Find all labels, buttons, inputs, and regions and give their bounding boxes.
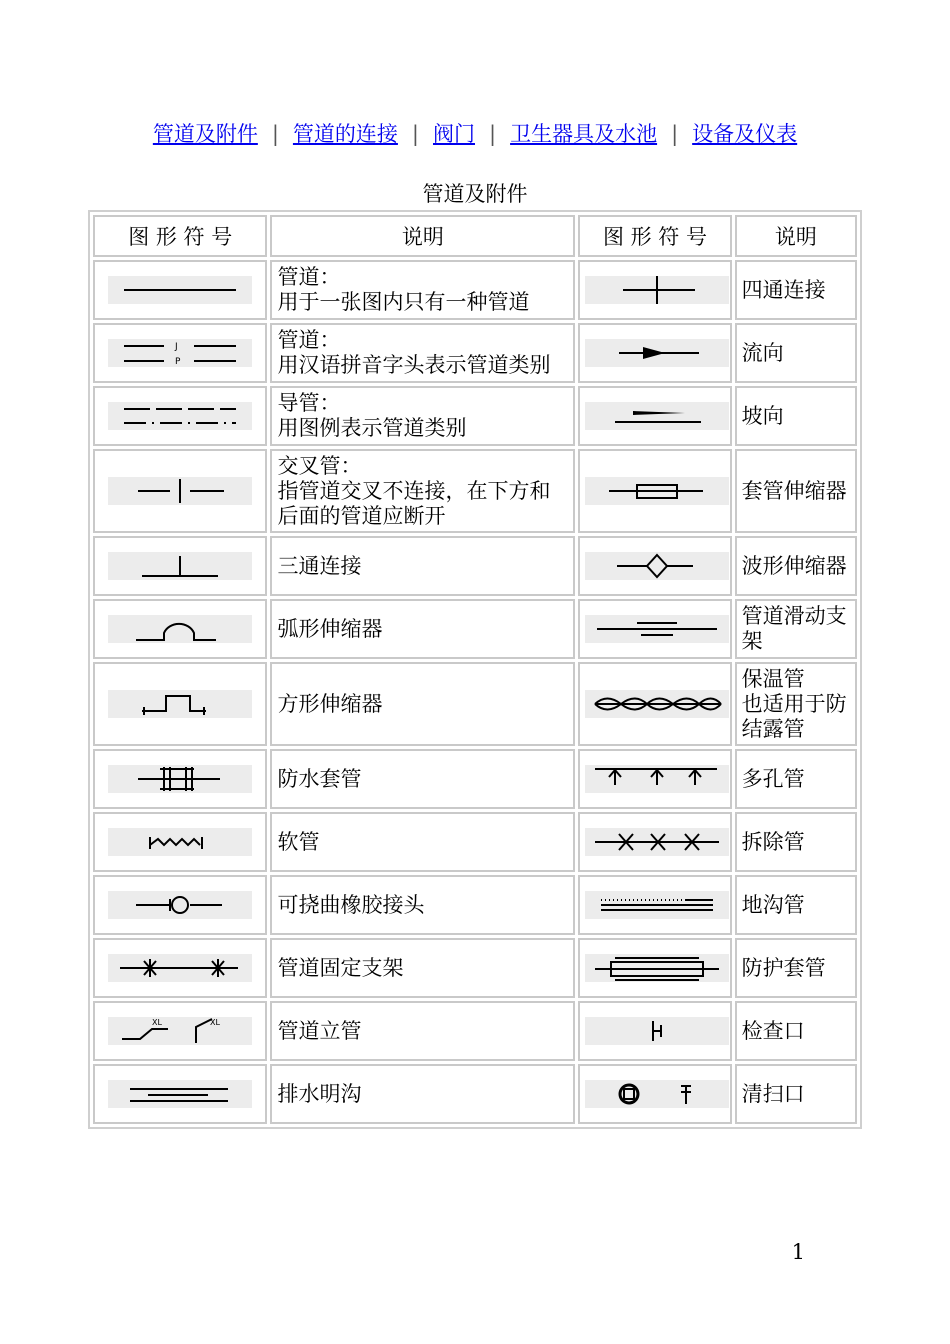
table-row [93, 599, 857, 659]
nav-link-pipes[interactable]: 管道及附件 [152, 122, 258, 146]
symbol-cell [578, 812, 731, 872]
table-row [93, 1001, 857, 1061]
description-line: 交叉管： [277, 453, 362, 478]
symbol-cell [93, 749, 267, 809]
description-right [735, 536, 857, 596]
description-line: 多孔管 [741, 766, 805, 791]
section-nav [130, 122, 820, 147]
nav-link-valves[interactable]: 阀门 [433, 122, 475, 146]
rubber-joint-icon [108, 891, 252, 919]
description-right [735, 662, 857, 746]
symbol-cell [93, 386, 267, 446]
description-line: 弧形伸缩器 [277, 616, 383, 641]
table-row [93, 875, 857, 935]
table-row [93, 386, 857, 446]
table-header-row [93, 215, 857, 257]
description-line: 拆除管 [741, 829, 805, 854]
table-row [93, 662, 857, 746]
symbol-cell [93, 938, 267, 998]
description-line: 排水明沟 [277, 1081, 362, 1106]
description-left [270, 1001, 575, 1061]
description-right [735, 449, 857, 533]
legend-pipe-icon [108, 402, 252, 430]
description-right [735, 875, 857, 935]
description-line: 指管道交叉不连接，在下方和 [277, 478, 551, 503]
description-line: 用图例表示管道类别 [277, 416, 467, 440]
description-left [270, 323, 575, 383]
square-expansion-icon [108, 690, 252, 718]
description-line: 导管： [277, 391, 341, 415]
symbol-cell [578, 449, 731, 533]
description-line: 波形伸缩器 [741, 553, 847, 578]
fixed-support-icon [108, 954, 252, 982]
description-right [735, 323, 857, 383]
description-right [735, 386, 857, 446]
symbol-cell [578, 536, 731, 596]
table-row [93, 260, 857, 320]
symbol-cell [578, 875, 731, 935]
tee-connection-icon [108, 552, 252, 580]
insulated-pipe-icon [585, 690, 729, 718]
description-line: 流向 [741, 340, 784, 365]
description-line: 三通连接 [277, 553, 362, 578]
description-right [735, 1064, 857, 1124]
symbol-cell [93, 536, 267, 596]
header-symbol-left: 图 形 符 号 [93, 215, 267, 257]
inspection-port-icon [585, 1017, 729, 1045]
description-line: 用于一张图内只有一种管道 [277, 290, 530, 314]
nav-separator: | [271, 122, 279, 146]
description-line: 管道滑动支 [741, 604, 847, 628]
symbol-cell [578, 260, 731, 320]
symbol-cell [93, 323, 267, 383]
description-line: 套管伸缩器 [741, 478, 847, 503]
description-line: 可挠曲橡胶接头 [277, 892, 425, 917]
symbol-cell [93, 812, 267, 872]
svg-text:P: P [175, 357, 181, 367]
svg-text:XL: XL [210, 1018, 221, 1027]
table-row [93, 812, 857, 872]
description-line: 管道： [277, 328, 341, 352]
hose-icon [108, 828, 252, 856]
nav-link-equipment[interactable]: 设备及仪表 [692, 122, 798, 146]
symbol-cell [578, 1001, 731, 1061]
symbol-cell [578, 1064, 731, 1124]
description-left [270, 260, 575, 320]
symbol-cell [93, 260, 267, 320]
symbol-table [88, 210, 862, 1129]
symbol-cell [93, 1064, 267, 1124]
trench-pipe-icon [585, 891, 729, 919]
nav-separator: | [671, 122, 679, 146]
cross-connection-icon [585, 276, 729, 304]
sliding-support-icon [585, 615, 729, 643]
slope-direction-icon [585, 402, 729, 430]
symbol-cell [93, 1001, 267, 1061]
description-line: 软管 [277, 829, 320, 854]
description-right [735, 260, 857, 320]
description-line: 检查口 [741, 1018, 805, 1043]
bellows-expansion-icon [585, 552, 729, 580]
flow-direction-icon [585, 339, 729, 367]
description-line: 管道固定支架 [277, 955, 404, 980]
symbol-cell [578, 749, 731, 809]
symbol-cell [578, 599, 731, 659]
description-line: 后面的管道应断开 [277, 503, 446, 528]
symbol-cell [578, 938, 731, 998]
page-number: 1 [791, 1240, 805, 1264]
symbol-cell [93, 599, 267, 659]
symbol-cell [578, 323, 731, 383]
description-line: 管道： [277, 265, 341, 289]
open-drain-icon [108, 1080, 252, 1108]
description-left [270, 1064, 575, 1124]
protective-sleeve-icon [585, 954, 729, 982]
description-left [270, 938, 575, 998]
removal-pipe-icon [585, 828, 729, 856]
riser-pipe-icon [108, 1017, 252, 1045]
description-left [270, 386, 575, 446]
description-line: 清扫口 [741, 1081, 805, 1106]
waterproof-sleeve-icon [108, 765, 252, 793]
sleeve-expansion-icon [585, 477, 729, 505]
header-desc-left: 说明 [270, 215, 575, 257]
nav-link-connections[interactable]: 管道的连接 [292, 122, 398, 146]
description-left [270, 599, 575, 659]
description-line: 管道立管 [277, 1018, 362, 1043]
header-symbol-right: 图 形 符 号 [578, 215, 731, 257]
pinyin-pipe-icon [108, 339, 252, 367]
description-left [270, 449, 575, 533]
description-line: 防水套管 [277, 766, 362, 791]
description-left [270, 875, 575, 935]
svg-text:J: J [175, 342, 178, 352]
table-row [93, 1064, 857, 1124]
symbol-cell [93, 875, 267, 935]
description-right [735, 812, 857, 872]
description-line: 保温管 [741, 666, 805, 691]
header-desc-right: 说明 [735, 215, 857, 257]
description-line: 防护套管 [741, 955, 826, 980]
table-row [93, 938, 857, 998]
cleanout-icon [585, 1080, 729, 1108]
description-left [270, 662, 575, 746]
description-line: 地沟管 [741, 892, 805, 917]
description-right [735, 749, 857, 809]
single-pipe-icon [108, 276, 252, 304]
arc-expansion-icon [108, 615, 252, 643]
description-left [270, 749, 575, 809]
description-line: 方形伸缩器 [277, 691, 383, 716]
symbol-cell [93, 662, 267, 746]
description-line: 也适用于防 [741, 691, 847, 716]
symbol-cell [93, 449, 267, 533]
svg-text:XL: XL [152, 1018, 163, 1027]
table-row [93, 323, 857, 383]
table-row [93, 536, 857, 596]
description-line: 用汉语拼音字头表示管道类别 [277, 353, 551, 377]
description-line: 结露管 [741, 716, 805, 741]
description-left [270, 536, 575, 596]
description-right [735, 1001, 857, 1061]
perforated-pipe-icon [585, 765, 729, 793]
table-row [93, 449, 857, 533]
crossing-pipe-icon [108, 477, 252, 505]
nav-separator: | [411, 122, 419, 146]
description-right [735, 938, 857, 998]
table-caption: 管道及附件 [422, 182, 528, 206]
nav-separator: | [489, 122, 497, 146]
symbol-cell [578, 662, 731, 746]
description-right [735, 599, 857, 659]
nav-link-sanitary[interactable]: 卫生器具及水池 [510, 122, 658, 146]
description-left [270, 812, 575, 872]
table-row [93, 749, 857, 809]
description-line: 架 [741, 629, 763, 653]
description-line: 坡向 [741, 403, 784, 428]
description-line: 四通连接 [741, 277, 826, 302]
symbol-cell [578, 386, 731, 446]
